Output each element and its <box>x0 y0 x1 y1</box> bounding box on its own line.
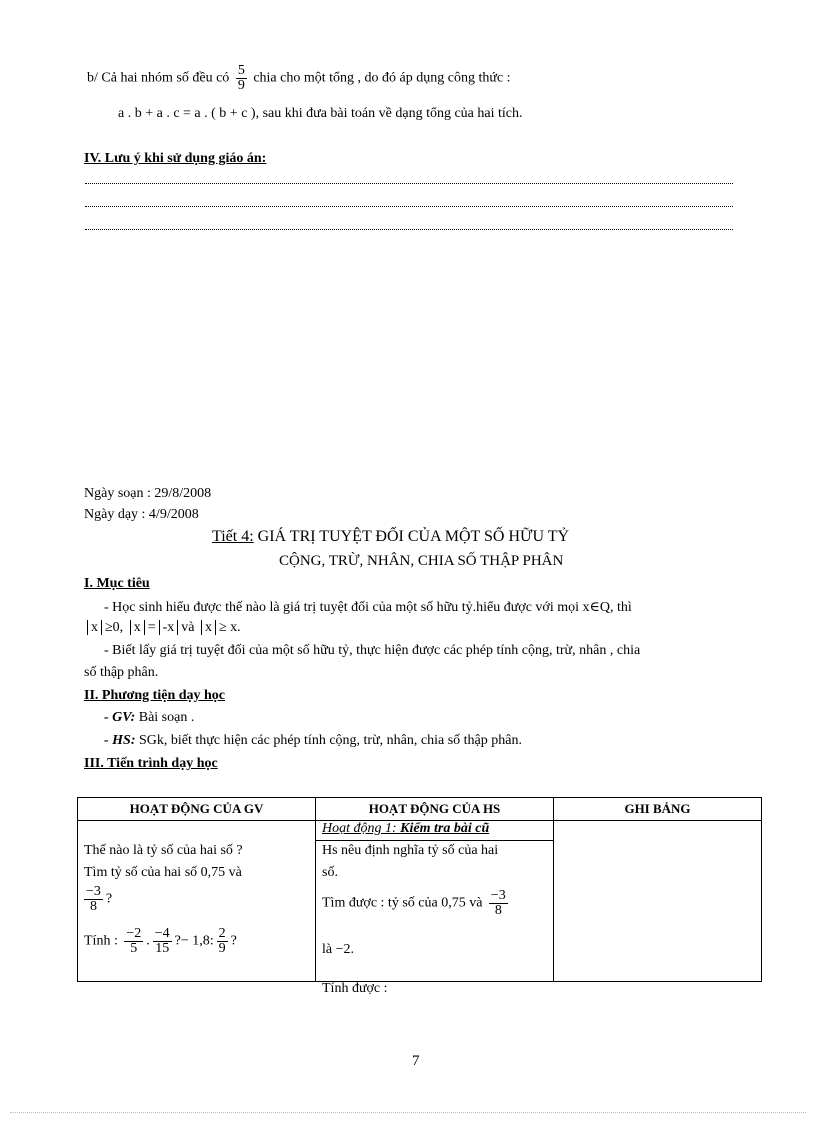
teacher-materials <box>104 710 194 726</box>
fraction-denominator: 9 <box>218 941 226 956</box>
teacher-fraction-line <box>84 885 112 914</box>
abs-x: x <box>133 620 141 635</box>
dotted-line <box>85 206 733 207</box>
dotted-line <box>85 229 733 230</box>
objective-2: - Biết lấy giá trị tuyệt đối của một số hữu tỷ, thực hiện được các phép tính cộng, trừ, nhân , chia <box>104 643 641 658</box>
lesson-title <box>212 528 569 546</box>
abs-bar <box>215 620 216 635</box>
header-student: HOẠT ĐỘNG CỦA HS <box>316 798 554 821</box>
student-answer-2 <box>322 889 511 918</box>
dotted-line <box>85 183 733 184</box>
hs-label: - HS: <box>104 733 136 748</box>
fraction-neg2-5 <box>124 927 143 956</box>
table-row <box>78 821 762 982</box>
question-mark: ? <box>230 933 237 949</box>
teacher-calc-line <box>84 927 237 956</box>
student-answer-4: Tính được : <box>322 981 388 996</box>
header-board: GHI BẢNG <box>554 798 762 821</box>
and-word: và <box>181 620 195 635</box>
abs-bar <box>177 620 178 635</box>
fraction-numerator: 5 <box>237 63 245 78</box>
abs-bar <box>87 620 88 635</box>
activity-prefix: Hoạt động 1: <box>322 821 401 836</box>
part-b-text-continued: chia cho một tổng , do đó áp dụng công thức : <box>253 70 511 86</box>
abs-x: x <box>204 620 212 635</box>
formula-line: a . b + a . c = a . ( b + c ), sau khi đưa bài toán về dạng tổng của hai tích. <box>118 106 523 121</box>
student-answer-1b: số. <box>322 865 338 880</box>
lesson-plan-table <box>77 797 762 996</box>
fraction-numerator: −2 <box>126 926 142 941</box>
fraction-numerator: −3 <box>490 888 506 903</box>
lesson-number: Tiết 4: <box>212 528 254 545</box>
teacher-cell <box>78 821 316 982</box>
question-mark: ? <box>105 891 113 907</box>
section-iv-title: IV. Lưu ý khi sử dụng giáo án: <box>84 151 267 166</box>
student-materials <box>104 733 522 749</box>
lesson-subtitle: CỘNG, TRỪ, NHÂN, CHIA SỐ THẬP PHÂN <box>279 553 564 569</box>
fraction-neg3-8 <box>489 889 508 918</box>
page-number: 7 <box>412 1053 420 1069</box>
section-iii-title: III. Tiến trình dạy học <box>84 756 218 771</box>
hs-text: SGk, biết thực hiện các phép tính cộng, trừ, nhân, chia số thập phân. <box>135 733 522 748</box>
board-cell <box>554 821 762 982</box>
abs-bar <box>101 620 102 635</box>
lesson-title-line1: GIÁ TRỊ TUYỆT ĐỐI CỦA MỘT SỐ HỮU TỶ <box>253 528 570 545</box>
objective-1: - Học sinh hiểu được thế nào là giá trị tuyệt đối của một số hữu tỷ.hiểu được với mọi x∈Q, thì <box>104 600 632 615</box>
header-teacher: HOẠT ĐỘNG CỦA GV <box>78 798 316 821</box>
neg-x: -x <box>162 620 175 635</box>
fraction-denominator: 15 <box>155 941 170 956</box>
student-cell <box>316 821 554 996</box>
fraction-denominator: 8 <box>494 903 502 918</box>
student-answer-3: là −2. <box>322 942 354 957</box>
fraction-denominator: 9 <box>237 78 245 93</box>
ge-zero: ≥0, <box>105 620 124 635</box>
student-answer-2-text: Tìm được : tỷ số của 0,75 và <box>322 895 483 911</box>
activity-divider <box>316 840 553 841</box>
objective-2-continued: số thập phân. <box>84 665 159 680</box>
multiply-dot: . <box>146 933 150 949</box>
calc-label: Tính : <box>84 933 118 949</box>
teacher-question-1: Thế nào là tỷ số của hai số ? <box>84 843 243 858</box>
section-ii-title: II. Phương tiện dạy học <box>84 688 226 703</box>
fraction-neg4-15 <box>153 927 172 956</box>
date-taught: Ngày dạy : 4/9/2008 <box>84 507 199 522</box>
equals-sign: = <box>147 620 156 635</box>
page-footer-line <box>10 1112 806 1113</box>
student-answer-1: Hs nêu định nghĩa tỷ số của hai <box>322 843 499 858</box>
abs-bar <box>144 620 145 635</box>
abs-bar <box>159 620 160 635</box>
fraction-numerator: −3 <box>86 884 101 899</box>
date-prepared: Ngày soạn : 29/8/2008 <box>84 486 212 501</box>
abs-x: x <box>91 620 98 635</box>
fraction-neg3-8 <box>84 885 103 914</box>
fraction-denominator: 8 <box>89 899 97 914</box>
fraction-2-9 <box>217 927 228 956</box>
teacher-question-2: Tìm tỷ số của hai số 0,75 và <box>84 865 242 880</box>
section-i-title: I. Mục tiêu <box>84 576 150 591</box>
activity-title <box>322 821 489 837</box>
table-header-row <box>78 798 762 821</box>
gv-text: Bài soạn . <box>135 710 195 725</box>
absolute-value-properties <box>84 620 241 636</box>
fraction-denominator: 5 <box>130 941 138 956</box>
calc-middle: ?− 1,8: <box>174 933 214 949</box>
abs-bar <box>201 620 202 635</box>
fraction-numerator: −4 <box>154 926 170 941</box>
abs-bar <box>130 620 131 635</box>
gv-label: - GV: <box>104 710 136 725</box>
activity-name: Kiểm tra bài cũ <box>400 821 490 836</box>
part-b-text: b/ Cả hai nhóm số đều có <box>87 70 230 86</box>
ge-x: ≥ x. <box>218 620 241 635</box>
part-b-line <box>87 64 511 93</box>
fraction-5-9 <box>236 64 247 93</box>
fraction-numerator: 2 <box>218 926 226 941</box>
